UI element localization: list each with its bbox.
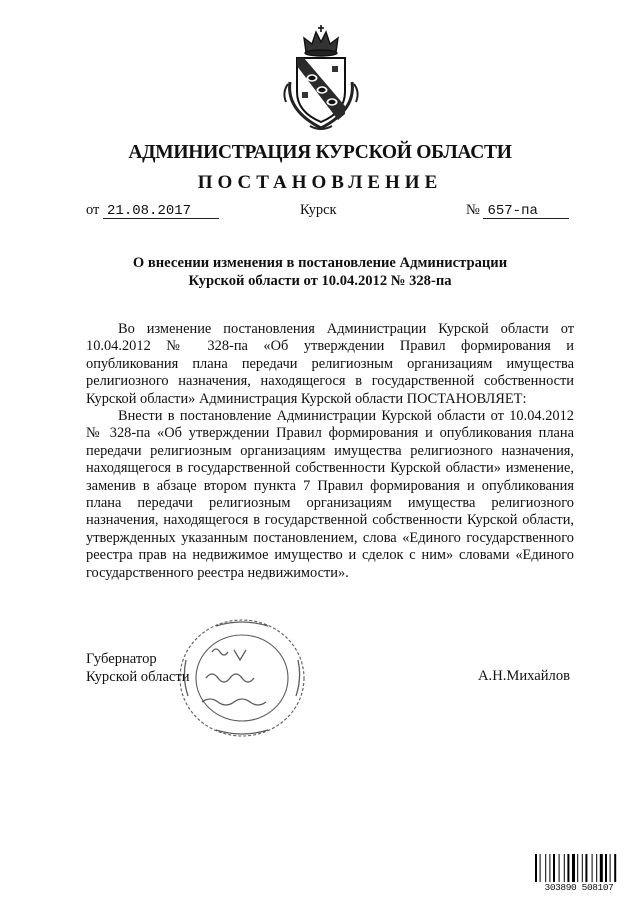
barcode-number: 303890 508107 xyxy=(534,882,624,893)
organization-title: АДМИНИСТРАЦИЯ КУРСКОЙ ОБЛАСТИ xyxy=(128,142,512,163)
subject-line-2: Курской области от 10.04.2012 № 328-па xyxy=(188,273,452,289)
stamp-icon xyxy=(176,616,308,740)
position-line-2: Курской области xyxy=(86,669,190,685)
document-body xyxy=(86,321,574,582)
date-prefix: от xyxy=(86,202,100,218)
signatory-name: А.Н.Михайлов xyxy=(478,668,571,684)
subject-line-1: О внесении изменения в постановление Администрации xyxy=(132,255,508,271)
coat-of-arms-icon xyxy=(280,22,362,134)
date-field xyxy=(86,202,219,219)
document-city: Курск xyxy=(300,202,337,218)
number-prefix: № xyxy=(466,202,480,218)
signatory-position xyxy=(86,650,190,686)
number-field xyxy=(466,202,569,219)
document-number: 657-па xyxy=(483,204,569,219)
body-paragraph-1: Во изменение постановления Администрации Курской области от 10.04.2012 № 328-па «Об утверждении Правил формирования и опубликования плана передачи религиозным организациям имущества религиозного назначения, находящегося в государственной собственности Курской области» Администрация Курской области ПОСТАНОВЛЯЕТ: xyxy=(86,321,574,407)
body-paragraph-2: Внести в постановление Администрации Курской области от 10.04.2012 № 328-па «Об утверждении Правил формирования и опубликования плана передачи религиозным организациям имущества религиозного назначения, находящегося в государственной собственности Курской области» изменение, заменив в абзаце втором пункта 7 Правил формирования и опубликования плана передачи религиозным организациям имущества религиозного назначения, находящегося в государственной собственности Курской области, утвержденных указанным постановлением, слова «Единого государственного реестра прав на недвижимое имущество и сделок с ним» словами «Единого государственного реестра недвижимости». xyxy=(86,408,574,581)
document-date: 21.08.2017 xyxy=(103,204,219,219)
position-line-1: Губернатор xyxy=(86,651,157,667)
document-subject xyxy=(60,254,580,290)
document-type-title: ПОСТАНОВЛЕНИЕ xyxy=(197,172,443,193)
